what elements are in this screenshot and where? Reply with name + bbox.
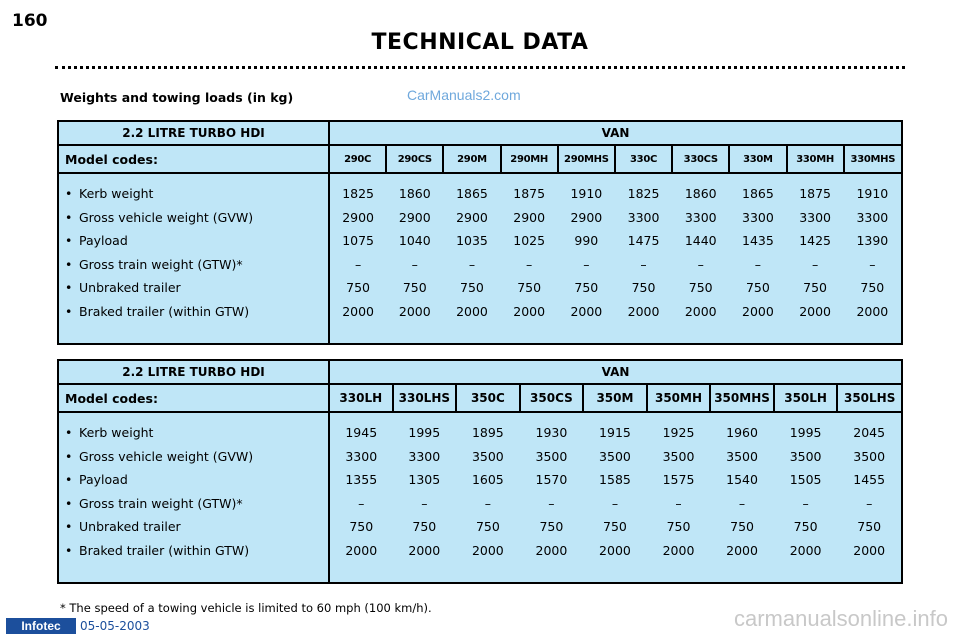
value-cell: 750 [402,280,427,295]
value-cell: 1910 [856,186,889,201]
value-column [393,412,457,582]
value-cell: 1040 [398,233,431,248]
value-column [501,173,558,343]
item-label [65,186,328,210]
value-cell: 750 [412,519,437,534]
item-label [65,210,328,234]
item-text: Payload [79,233,128,248]
value-cell: 1925 [662,425,695,440]
item-label [65,304,328,328]
value-cell: 1435 [742,233,774,248]
value-cell: 2000 [456,303,488,319]
value-cell: 2900 [342,209,374,225]
item-text: Gross vehicle weight (GVW) [79,209,254,225]
value-cell: 750 [349,519,374,534]
value-cell: – [484,495,491,511]
value-cell: – [358,495,365,511]
value-cell: 2000 [342,303,374,319]
value-cell: 1865 [742,186,774,201]
bullet-icon: • [65,542,73,558]
bullet-icon: • [65,233,73,248]
value-column [583,412,647,582]
item-labels [59,173,329,343]
model-code: 330MH [787,145,844,173]
bullet-icon: • [65,303,73,319]
value-cell: 750 [688,280,713,295]
value-cell: 3500 [535,448,568,464]
model-codes-label: Model codes: [59,145,329,173]
value-cell: – [802,495,809,511]
bullet-icon: • [65,519,73,534]
value-cell: 750 [793,519,818,534]
value-cell: 1995 [789,425,822,440]
value-cell: – [526,256,533,272]
value-column [329,412,393,582]
value-cell: 1945 [345,425,378,440]
item-label [65,519,328,543]
item-text: Gross train weight (GTW)* [79,495,243,511]
item-text: Kerb weight [79,186,154,201]
value-cell: 3500 [789,448,822,464]
value-column [710,412,774,582]
item-label [65,543,328,567]
value-cell: 1025 [513,233,546,248]
value-cell: 1860 [398,186,431,201]
model-code: 330CS [672,145,729,173]
bullet-icon: • [65,472,73,487]
value-cell: 1930 [535,425,568,440]
value-column [558,173,615,343]
model-code: 330C [615,145,672,173]
value-cell: 3300 [799,209,831,225]
model-code: 330LHS [393,384,457,412]
value-cell: 750 [460,280,484,295]
value-cell: 1875 [513,186,546,201]
value-column [456,412,520,582]
value-cell: 3500 [726,448,758,464]
value-cell: – [869,256,876,272]
model-code: 350MH [647,384,711,412]
item-label [65,496,328,520]
value-column [837,412,901,582]
value-cell: – [354,256,362,272]
model-code: 330M [729,145,786,173]
value-cell: – [468,256,476,272]
value-cell: 2000 [742,303,774,319]
value-cell: 1440 [684,233,717,248]
value-cell: 1425 [799,233,831,248]
value-cell: 1540 [726,472,758,487]
value-column [787,173,844,343]
value-cell: 2000 [726,542,758,558]
value-cell: 2000 [599,542,631,558]
weights-table-2 [57,359,903,584]
value-cell: 750 [803,280,828,295]
model-codes-label: Model codes: [59,384,329,412]
bullet-icon: • [65,280,73,295]
engine-header: 2.2 LITRE TURBO HDI [59,361,329,384]
value-cell: 1960 [726,425,758,440]
value-cell: 3300 [742,209,774,225]
value-cell: 1825 [342,186,374,201]
value-cell: 1605 [471,472,504,487]
bullet-icon: • [65,256,73,272]
value-cell: 2900 [398,209,431,225]
footnote: * The speed of a towing vehicle is limited to 60 mph (100 km/h). [60,601,432,615]
item-text: Unbraked trailer [79,519,181,534]
value-cell: 2000 [627,303,660,319]
value-cell: 2000 [471,542,504,558]
value-cell: 3300 [684,209,717,225]
value-column [729,173,786,343]
value-cell: 750 [860,280,885,295]
item-text: Braked trailer (within GTW) [79,303,250,319]
value-cell: 3300 [856,209,889,225]
value-cell: 750 [857,519,882,534]
page-title: TECHNICAL DATA [371,30,589,55]
value-cell: – [697,256,704,272]
item-labels [59,412,329,582]
value-cell: 1865 [456,186,488,201]
bullet-icon: • [65,495,73,511]
value-cell: 1075 [342,233,374,248]
value-cell: 750 [346,280,371,295]
item-label [65,280,328,304]
value-cell: – [866,495,873,511]
value-cell: – [548,495,555,511]
group-header: VAN [329,122,901,145]
model-code: 290M [443,145,500,173]
value-cell: 1585 [599,472,631,487]
value-cell: 2000 [408,542,441,558]
value-cell: – [675,495,682,511]
value-cell: 3500 [471,448,504,464]
model-code: 350MHS [710,384,774,412]
model-code: 350M [583,384,647,412]
value-cell: 750 [517,280,542,295]
model-code: 330MHS [844,145,901,173]
model-code: 290CS [386,145,443,173]
model-code: 350LH [774,384,838,412]
value-column [647,412,711,582]
value-cell: – [738,495,746,511]
bullet-icon: • [65,209,73,225]
item-text: Kerb weight [79,425,154,440]
value-cell: 990 [574,233,599,248]
item-text: Unbraked trailer [79,280,181,295]
item-text: Braked trailer (within GTW) [79,542,250,558]
value-cell: – [811,256,819,272]
bullet-icon: • [65,448,73,464]
value-cell: 2000 [398,303,431,319]
item-text: Gross vehicle weight (GVW) [79,448,254,464]
watermark-top: CarManuals2.com [407,87,521,103]
value-cell: – [754,256,762,272]
value-cell: 1570 [535,472,568,487]
value-cell: 2000 [513,303,546,319]
value-cell: 1875 [799,186,831,201]
value-cell: – [411,256,418,272]
value-column [520,412,584,582]
value-cell: 3500 [853,448,886,464]
group-header: VAN [329,361,901,384]
value-cell: 1915 [599,425,631,440]
section-subtitle: Weights and towing loads (in kg) [60,90,294,105]
value-column [774,412,838,582]
value-cell: 2000 [853,542,886,558]
print-date: 05-05-2003 [80,619,150,633]
value-cell: 1390 [856,233,889,248]
model-code: 330LH [329,384,393,412]
value-column [329,173,386,343]
value-cell: 1995 [408,425,441,440]
value-cell: 1505 [789,472,822,487]
value-cell: 750 [475,519,500,534]
value-cell: 3500 [662,448,695,464]
value-cell: 750 [730,519,754,534]
value-cell: 1860 [684,186,717,201]
value-cell: – [611,495,619,511]
value-cell: 1825 [627,186,660,201]
value-cell: 1455 [853,472,886,487]
value-column [672,173,729,343]
item-text: Gross train weight (GTW)* [79,256,243,272]
value-cell: 750 [745,280,770,295]
value-cell: 2000 [789,542,822,558]
model-code: 350C [456,384,520,412]
watermark-bottom: carmanualsonline.info [733,606,948,631]
model-code: 350CS [520,384,584,412]
item-label [65,233,328,257]
model-code: 290C [329,145,386,173]
value-cell: 1475 [627,233,660,248]
value-cell: 2000 [535,542,568,558]
value-cell: 3300 [345,448,378,464]
value-cell: – [640,256,647,272]
value-column [844,173,901,343]
item-label [65,425,328,449]
value-cell: 2000 [684,303,717,319]
item-label [65,472,328,496]
value-cell: 1910 [570,186,603,201]
value-cell: 1305 [408,472,441,487]
page-number: 160 [12,11,48,31]
value-cell: 2900 [456,209,488,225]
brand-logo: Infotec [6,618,76,634]
value-cell: 2900 [570,209,603,225]
value-cell: 2000 [570,303,603,319]
value-cell: 750 [631,280,656,295]
bullet-icon: • [65,425,73,440]
weights-table-1 [57,120,903,345]
value-cell: 1035 [456,233,488,248]
value-cell: 750 [603,519,627,534]
value-cell: 750 [539,519,564,534]
value-column [386,173,443,343]
value-cell: 2900 [513,209,546,225]
value-cell: – [421,495,428,511]
value-column [443,173,500,343]
value-cell: 750 [574,280,599,295]
model-code: 290MH [501,145,558,173]
value-cell: 2000 [345,542,378,558]
value-cell: 2000 [856,303,889,319]
bullet-icon: • [65,186,73,201]
item-label [65,257,328,281]
value-cell: 1575 [662,472,695,487]
dotted-divider [55,66,905,69]
value-cell: 2000 [662,542,695,558]
model-code: 350LHS [837,384,901,412]
value-cell: 2045 [853,425,886,440]
value-cell: 2000 [799,303,831,319]
value-cell: 3300 [627,209,660,225]
engine-header: 2.2 LITRE TURBO HDI [59,122,329,145]
value-column [615,173,672,343]
value-cell: 1355 [345,472,378,487]
value-cell: 750 [666,519,691,534]
value-cell: 3500 [599,448,631,464]
value-cell: 3300 [408,448,441,464]
item-text: Payload [79,472,128,487]
model-code: 290MHS [558,145,615,173]
item-label [65,449,328,473]
value-cell: – [583,256,590,272]
value-cell: 1895 [471,425,504,440]
